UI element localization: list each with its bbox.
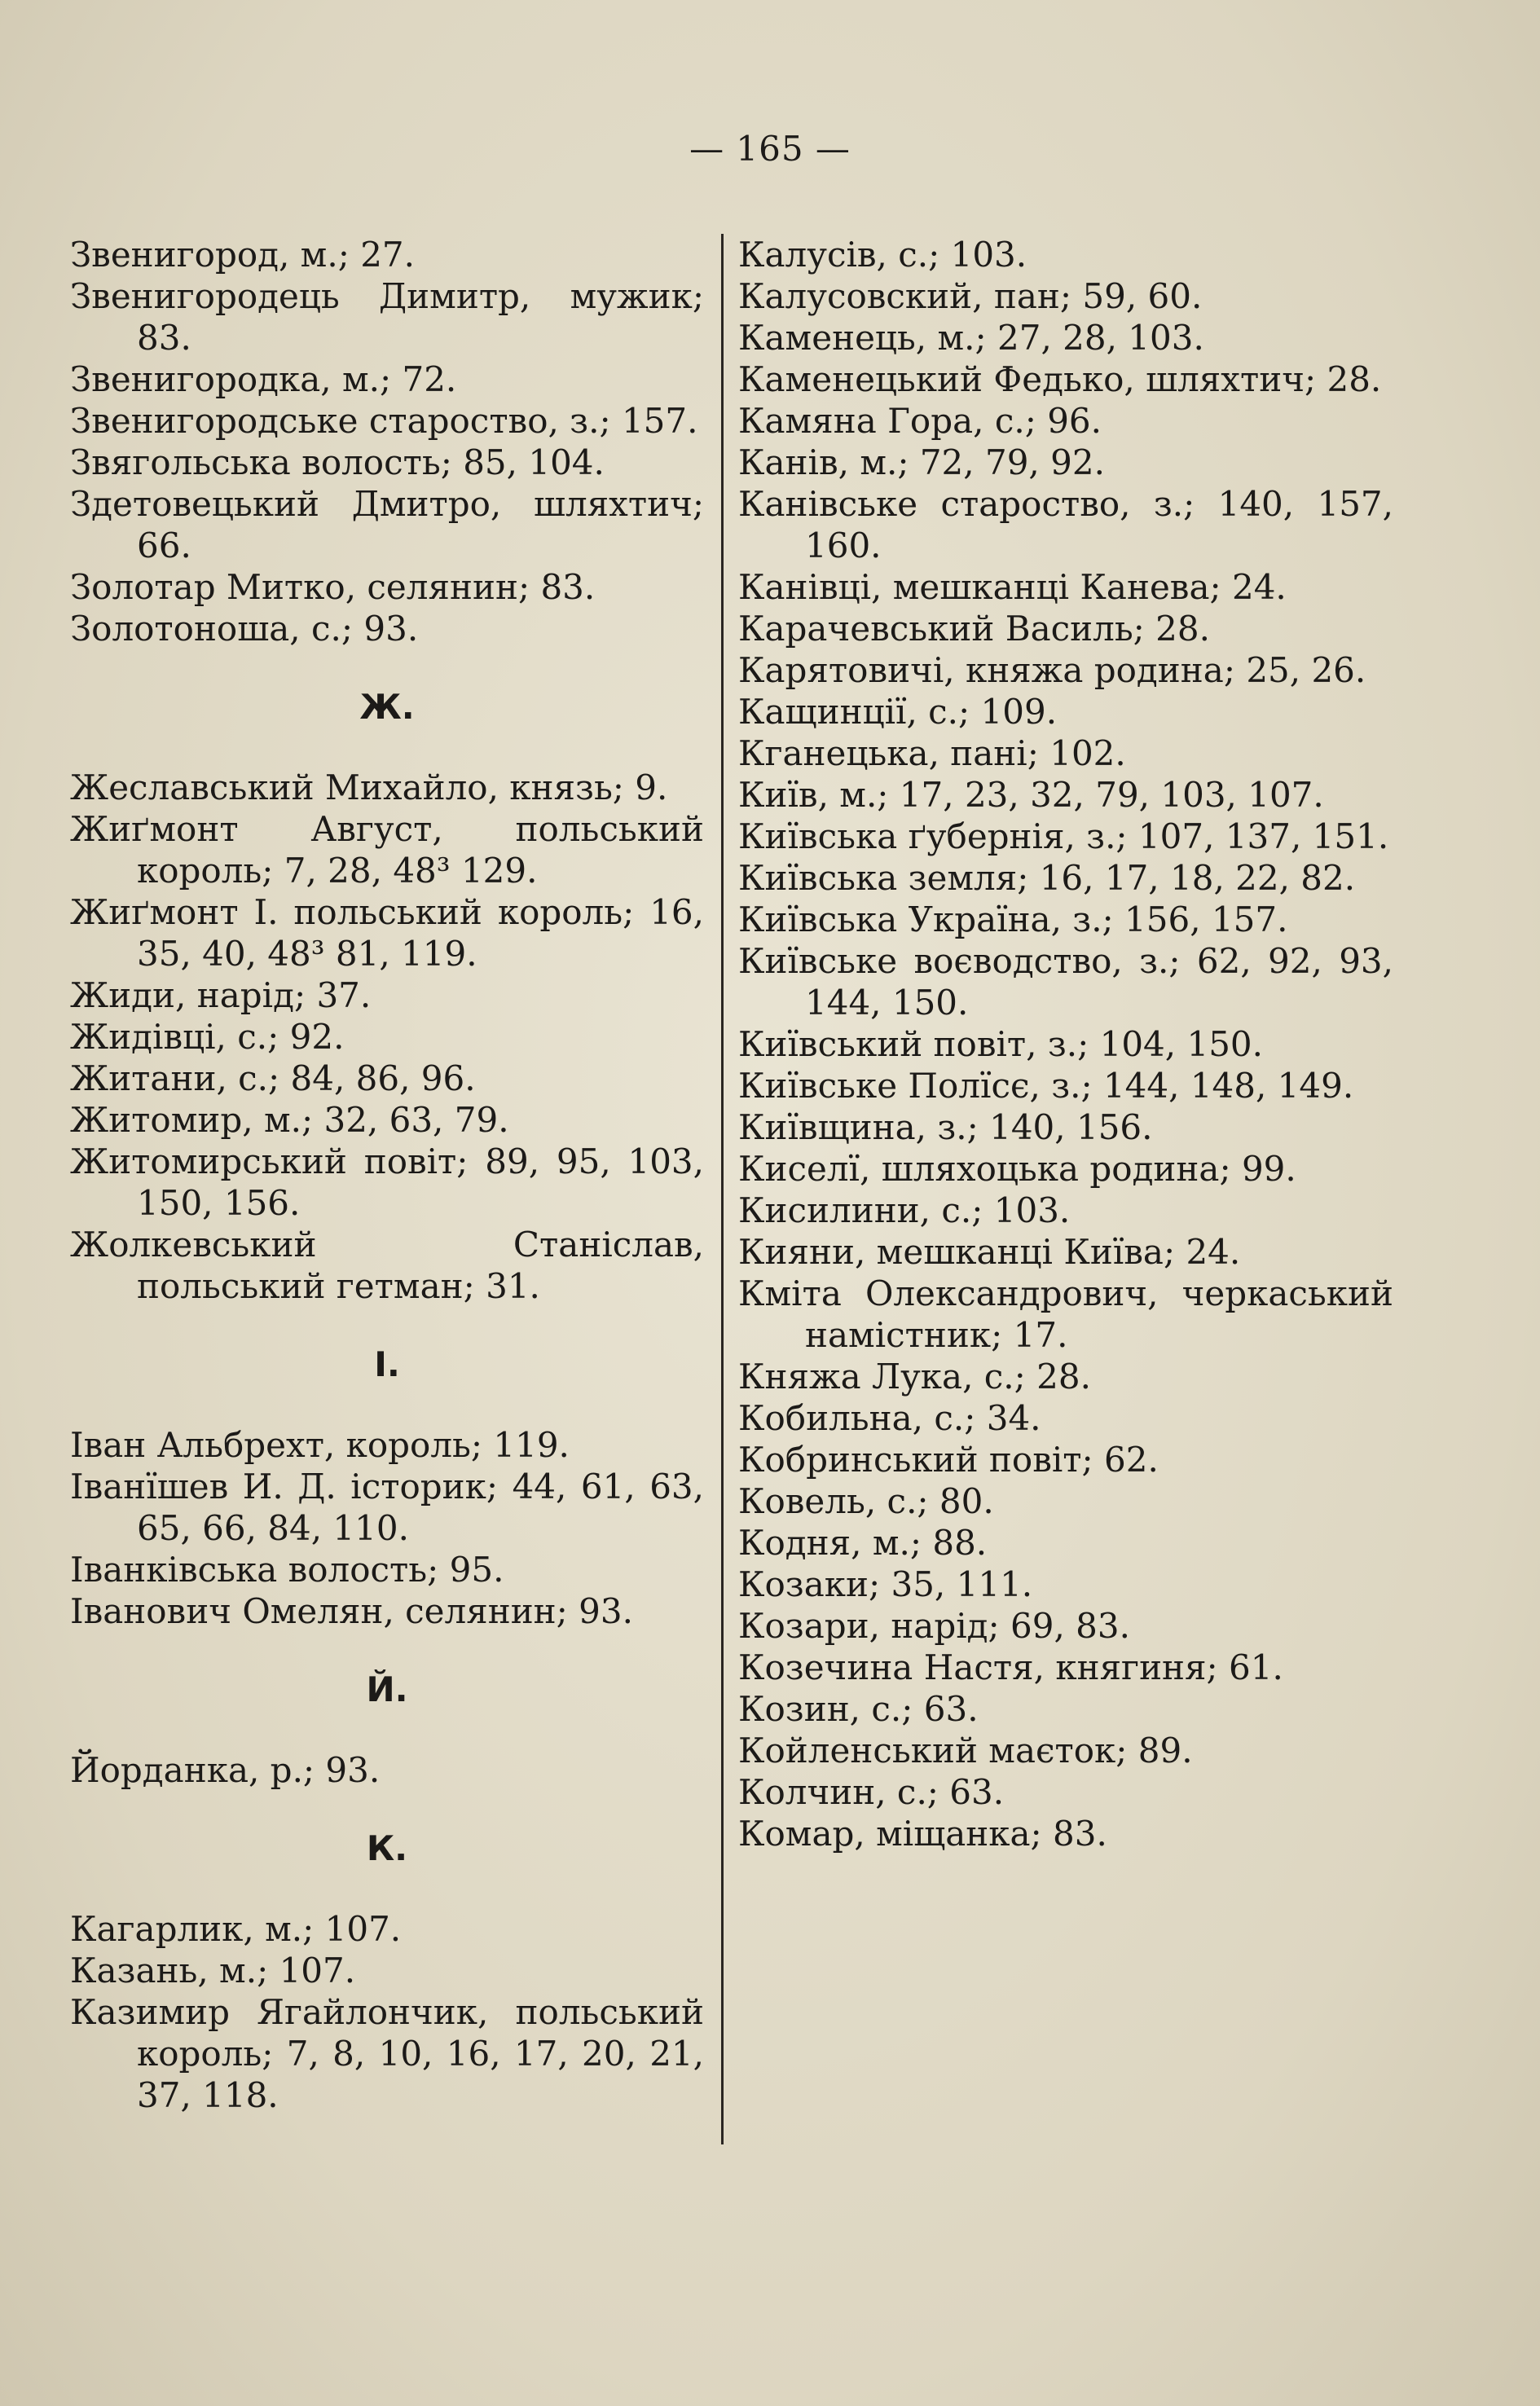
index-entry: Карятовичі, княжа родина; 25, 26. [738, 650, 1366, 690]
section-heading: Й. [366, 1669, 408, 1709]
page-number: — 165 — [689, 129, 851, 169]
index-entry: Житомир, м.; 32, 63, 79. [70, 1100, 509, 1140]
index-entry: Золотоноша, с.; 93. [70, 609, 419, 649]
index-entry: Ковель, с.; 80. [738, 1481, 994, 1521]
index-entry: Кодня, м.; 88. [738, 1523, 988, 1563]
index-entry: Казань, м.; 107. [70, 1951, 356, 1990]
index-entry: Звенигородське староство, з.; 157. [70, 401, 698, 441]
index-entry: Жиди, нарід; 37. [70, 975, 372, 1015]
index-entry: Кміта Олександрович, черкаський намістник; 17. [738, 1273, 1393, 1355]
index-entry: Здетовецький Дмитро, шляхтич; 66. [70, 484, 704, 565]
index-entry: Жидівці, с.; 92. [70, 1017, 345, 1057]
index-entry: Житомирський повіт; 89, 95, 103, 150, 156. [70, 1141, 704, 1223]
section-heading: Ж. [359, 687, 415, 727]
index-entry: Кобильна, с.; 34. [738, 1398, 1041, 1438]
index-entry: Козечина Настя, княгиня; 61. [738, 1647, 1283, 1687]
index-entry: Каменецький Федько, шляхтич; 28. [738, 359, 1382, 399]
index-entry: Звенигород, м.; 27. [70, 235, 415, 275]
index-entry: Канів, м.; 72, 79, 92. [738, 442, 1105, 482]
index-entry: Звенигородка, м.; 72. [70, 359, 457, 399]
index-entry: Киселї, шляхоцька родина; 99. [738, 1149, 1296, 1189]
index-entry: Київський повіт, з.; 104, 150. [738, 1024, 1263, 1064]
index-entry: Жиґмонт I. польський король; 16, 35, 40, 48³ 81, 119. [70, 892, 704, 974]
index-entry: Канівці, мешканці Канева; 24. [738, 567, 1287, 607]
index-entry: Калусів, с.; 103. [738, 235, 1027, 275]
index-entry: Кащинції, с.; 109. [738, 692, 1058, 732]
index-entry: Козари, нарід; 69, 83. [738, 1606, 1130, 1646]
index-entry: Київське Полїсє, з.; 144, 148, 149. [738, 1066, 1354, 1106]
index-entry: Козин, с.; 63. [738, 1689, 979, 1729]
index-entry: Жеславський Михайло, князь; 9. [70, 768, 668, 807]
index-entry: Калусовский, пан; 59, 60. [738, 276, 1203, 316]
index-entry: Кганецька, пані; 102. [738, 733, 1126, 773]
index-entry: Кияни, мешканці Київа; 24. [738, 1232, 1241, 1272]
index-entry: Йорданка, р.; 93. [70, 1750, 381, 1790]
index-entry: Київщина, з.; 140, 156. [738, 1107, 1153, 1147]
index-entry: Казимир Ягайлончик, польський король; 7, 8, 10, 16, 17, 20, 21, 37, 118. [70, 1992, 704, 2115]
index-entry: Каменець, м.; 27, 28, 103. [738, 318, 1204, 358]
index-entry: Київ, м.; 17, 23, 32, 79, 103, 107. [738, 775, 1324, 815]
index-entry: Іванїшев И. Д. історик; 44, 61, 63, 65, 66, 84, 110. [70, 1467, 704, 1548]
index-entry: Київська земля; 16, 17, 18, 22, 82. [738, 858, 1356, 898]
index-entry: Койленський маєток; 89. [738, 1731, 1193, 1770]
section-heading: К. [366, 1828, 408, 1868]
index-entry: Кагарлик, м.; 107. [70, 1909, 402, 1949]
index-entry: Карачевський Василь; 28. [738, 609, 1210, 649]
section-heading: I. [374, 1344, 400, 1384]
index-column-left [70, 234, 704, 2116]
index-entry: Колчин, с.; 63. [738, 1772, 1005, 1812]
index-entry: Княжа Лука, с.; 28. [738, 1357, 1091, 1397]
index-entry: Київська ґубернія, з.; 107, 137, 151. [738, 816, 1389, 856]
column-divider [721, 234, 724, 2144]
index-entry: Іванович Омелян, селянин; 93. [70, 1591, 633, 1631]
index-entry: Канівське староство, з.; 140, 157, 160. [738, 484, 1393, 565]
index-entry: Звягольська волость; 85, 104. [70, 442, 605, 482]
index-entry: Камяна Гора, с.; 96. [738, 401, 1102, 441]
index-entry: Звенигородець Димитр, мужик; 83. [70, 276, 704, 358]
index-entry: Кобринський повіт; 62. [738, 1440, 1159, 1480]
index-entry: Комар, міщанка; 83. [738, 1814, 1107, 1854]
index-entry: Київська Україна, з.; 156, 157. [738, 900, 1288, 939]
index-entry: Іван Альбрехт, король; 119. [70, 1425, 570, 1465]
index-entry: Жиґмонт Август, польський король; 7, 28, 48³ 129. [70, 809, 704, 891]
index-entry: Золотар Митко, селянин; 83. [70, 567, 596, 607]
index-column-right [738, 234, 1393, 1854]
index-entry: Київське воєводство, з.; 62, 92, 93, 144, 150. [738, 941, 1393, 1023]
index-entry: Жолкевський Станіслав, польський гетман; 31. [70, 1225, 704, 1306]
index-entry: Козаки; 35, 111. [738, 1564, 1033, 1604]
index-entry: Іванківська волость; 95. [70, 1550, 504, 1590]
index-entry: Житани, с.; 84, 86, 96. [70, 1058, 476, 1098]
index-entry: Кисилини, с.; 103. [738, 1190, 1071, 1230]
